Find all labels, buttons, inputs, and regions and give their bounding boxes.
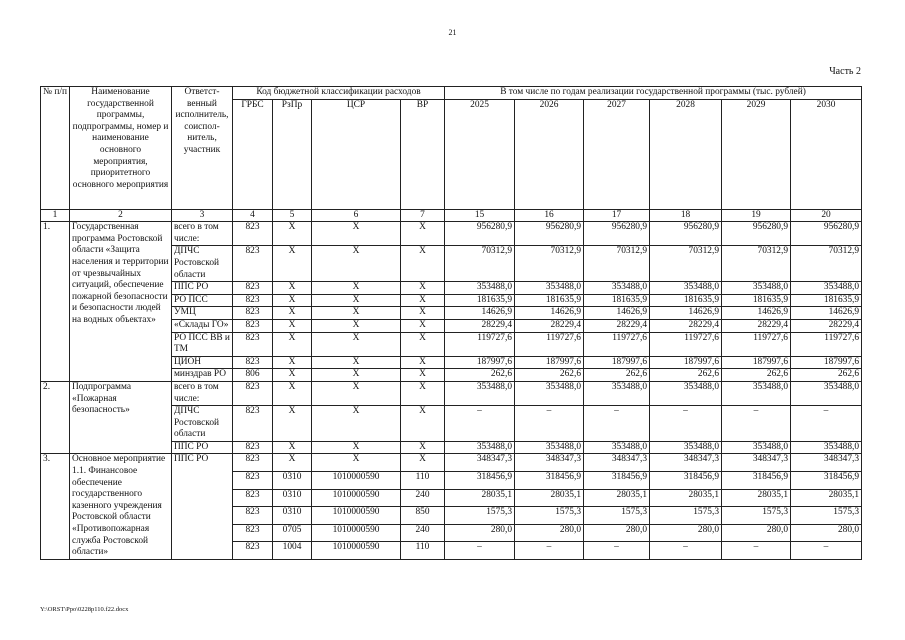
row-year-value: 353488,0 [791,381,862,405]
row-csr: Х [312,356,401,369]
column-number: 2 [70,209,172,222]
row-rzpr: Х [273,294,312,307]
row-executor: ППС РО [172,454,233,559]
row-year-value: 348347,3 [650,454,722,472]
row-grbs: 823 [233,246,273,282]
row-grbs: 823 [233,222,273,246]
row-year-value: 353488,0 [650,282,722,295]
row-year-value: – [584,406,650,442]
row-year-value: 956280,9 [515,222,584,246]
row-year-value: 353488,0 [515,282,584,295]
row-grbs: 823 [233,307,273,320]
row-number: 2. [41,381,70,454]
row-year-value: 119727,6 [650,332,722,356]
row-year-value: 14626,9 [445,307,515,320]
row-year-value: 1575,3 [445,507,515,525]
row-year-value: 70312,9 [584,246,650,282]
row-year-value: 28229,4 [650,319,722,332]
header-year: 2028 [650,99,722,209]
row-vr: Х [401,282,445,295]
row-grbs: 823 [233,489,273,507]
column-number: 16 [515,209,584,222]
row-year-value: 28035,1 [584,489,650,507]
row-year-value: – [791,542,862,560]
row-csr: Х [312,406,401,442]
row-rzpr: Х [273,332,312,356]
row-year-value: 70312,9 [791,246,862,282]
row-year-value: 280,0 [515,524,584,542]
row-year-value: 956280,9 [722,222,791,246]
row-year-value: – [650,406,722,442]
row-vr: 240 [401,489,445,507]
row-year-value: 28229,4 [584,319,650,332]
footer-file-path: Y:\ORST\Ppo\0228p110.f22.docx [40,606,129,613]
column-number: 18 [650,209,722,222]
row-year-value: 353488,0 [584,282,650,295]
row-year-value: 318456,9 [722,472,791,490]
column-number: 17 [584,209,650,222]
row-vr: 850 [401,507,445,525]
row-year-value: 28035,1 [445,489,515,507]
header-grbs: ГРБС [233,99,273,209]
row-year-value: 28229,4 [445,319,515,332]
row-year-value: – [650,542,722,560]
header-name: Наименование государственной программы, подпрограммы, номер и наименование основного мероприятия, приоритетного основного мероприятия [70,87,172,210]
row-year-value: 28229,4 [515,319,584,332]
header-year: 2027 [584,99,650,209]
header-year: 2030 [791,99,862,209]
row-rzpr: Х [273,381,312,405]
row-rzpr: 1004 [273,542,312,560]
row-vr: 110 [401,542,445,560]
row-csr: 1010000590 [312,507,401,525]
row-number: 1. [41,222,70,382]
row-year-value: 181635,9 [791,294,862,307]
row-year-value: 14626,9 [650,307,722,320]
column-number: 20 [791,209,862,222]
row-csr: Х [312,282,401,295]
row-csr: Х [312,381,401,405]
row-rzpr: Х [273,307,312,320]
row-rzpr: Х [273,222,312,246]
row-year-value: 353488,0 [722,381,791,405]
row-year-value: 318456,9 [791,472,862,490]
row-year-value: 181635,9 [722,294,791,307]
row-vr: Х [401,307,445,320]
row-executor: РО ПСС [172,294,233,307]
row-year-value: – [445,542,515,560]
row-rzpr: 0310 [273,489,312,507]
row-grbs: 823 [233,524,273,542]
column-number: 7 [401,209,445,222]
row-year-value: 28035,1 [791,489,862,507]
row-year-value: 348347,3 [584,454,650,472]
column-number: 19 [722,209,791,222]
row-year-value: – [584,542,650,560]
row-vr: Х [401,356,445,369]
row-csr: 1010000590 [312,524,401,542]
row-grbs: 823 [233,441,273,454]
header-csr: ЦСР [312,99,401,209]
row-vr: Х [401,332,445,356]
row-year-value: 181635,9 [445,294,515,307]
row-year-value: 353488,0 [791,441,862,454]
row-csr: Х [312,246,401,282]
row-grbs: 823 [233,542,273,560]
row-csr: Х [312,307,401,320]
row-executor: всего в том числе: [172,381,233,405]
row-csr: 1010000590 [312,542,401,560]
row-rzpr: Х [273,454,312,472]
row-year-value: 353488,0 [791,282,862,295]
row-year-value: 318456,9 [650,472,722,490]
column-number: 3 [172,209,233,222]
row-year-value: 1575,3 [650,507,722,525]
row-year-value: 181635,9 [584,294,650,307]
row-year-value: 353488,0 [515,381,584,405]
table-body [41,222,862,560]
row-year-value: 956280,9 [791,222,862,246]
row-vr: Х [401,246,445,282]
row-grbs: 823 [233,282,273,295]
header-executor: Ответст-венный исполнитель, соиспол-нитель, участник [172,87,233,210]
row-executor: ДПЧС Ростовской области [172,406,233,442]
row-name: Государственная программа Ростовской области «Защита населения и территории от чрезвычайных ситуаций, обеспечение пожарной безопасности и безопасности людей на водных объектах» [70,222,172,382]
row-csr: Х [312,294,401,307]
row-grbs: 806 [233,369,273,382]
row-year-value: – [515,542,584,560]
row-year-value: 262,6 [722,369,791,382]
row-grbs: 823 [233,454,273,472]
row-year-value: 262,6 [650,369,722,382]
row-year-value: 318456,9 [445,472,515,490]
row-grbs: 823 [233,507,273,525]
row-vr: Х [401,222,445,246]
column-number: 15 [445,209,515,222]
row-year-value: 1575,3 [584,507,650,525]
row-year-value: 348347,3 [722,454,791,472]
row-year-value: 318456,9 [515,472,584,490]
row-rzpr: Х [273,356,312,369]
table-row [41,454,862,472]
row-year-value: 28035,1 [515,489,584,507]
row-year-value: 14626,9 [515,307,584,320]
row-year-value: 70312,9 [722,246,791,282]
row-year-value: 1575,3 [791,507,862,525]
row-year-value: 353488,0 [722,441,791,454]
row-grbs: 823 [233,319,273,332]
row-year-value: 1575,3 [722,507,791,525]
row-year-value: 280,0 [722,524,791,542]
row-year-value: 262,6 [584,369,650,382]
header-year: 2029 [722,99,791,209]
row-name: Подпрограмма «Пожарная безопасность» [70,381,172,454]
row-vr: Х [401,369,445,382]
row-year-value: 956280,9 [584,222,650,246]
row-vr: Х [401,381,445,405]
row-grbs: 823 [233,332,273,356]
row-executor: ППС РО [172,282,233,295]
table-row [41,222,862,246]
row-year-value: – [791,406,862,442]
header-rzpr: РзПр [273,99,312,209]
row-executor: всего в том числе: [172,222,233,246]
row-rzpr: Х [273,282,312,295]
row-rzpr: Х [273,406,312,442]
row-vr: Х [401,441,445,454]
row-rzpr: 0310 [273,507,312,525]
row-year-value: 262,6 [445,369,515,382]
row-year-value: 353488,0 [650,441,722,454]
row-year-value: 181635,9 [650,294,722,307]
row-rzpr: Х [273,441,312,454]
row-year-value: 28229,4 [791,319,862,332]
row-year-value: 187997,6 [584,356,650,369]
row-csr: Х [312,319,401,332]
row-executor: ППС РО [172,441,233,454]
header-year: 2025 [445,99,515,209]
row-year-value: 262,6 [515,369,584,382]
header-vr: ВР [401,99,445,209]
row-rzpr: 0310 [273,472,312,490]
row-year-value: 187997,6 [650,356,722,369]
table-row [41,381,862,405]
row-number: 3. [41,454,70,559]
row-year-value: 1575,3 [515,507,584,525]
header-year: 2026 [515,99,584,209]
row-executor: ЦИОН [172,356,233,369]
row-name: Основное мероприятие 1.1. Финансовое обеспечение государственного казенного учреждения Ростовской области «Противопожарная служба Ростовской области» [70,454,172,559]
row-year-value: 348347,3 [445,454,515,472]
row-year-value: 119727,6 [791,332,862,356]
row-csr: Х [312,454,401,472]
row-year-value: 187997,6 [515,356,584,369]
row-rzpr: Х [273,319,312,332]
row-year-value: 353488,0 [650,381,722,405]
row-vr: Х [401,406,445,442]
header-num: № п/п [41,87,70,210]
row-rzpr: Х [273,369,312,382]
row-executor: УМЦ [172,307,233,320]
row-year-value: 348347,3 [515,454,584,472]
budget-table [40,86,862,560]
row-executor: «Склады ГО» [172,319,233,332]
row-vr: Х [401,454,445,472]
header-budget-code: Код бюджетной классификации расходов [233,87,445,100]
row-year-value: 119727,6 [445,332,515,356]
row-year-value: 353488,0 [445,441,515,454]
row-year-value: 348347,3 [791,454,862,472]
row-year-value: – [515,406,584,442]
row-grbs: 823 [233,406,273,442]
row-grbs: 823 [233,472,273,490]
row-vr: Х [401,294,445,307]
row-grbs: 823 [233,381,273,405]
row-year-value: – [722,406,791,442]
row-year-value: – [445,406,515,442]
row-year-value: 956280,9 [650,222,722,246]
row-executor: ДПЧС Ростовской области [172,246,233,282]
column-number-row [41,209,862,222]
row-grbs: 823 [233,294,273,307]
row-year-value: 353488,0 [722,282,791,295]
row-year-value: 353488,0 [445,381,515,405]
row-year-value: 353488,0 [584,441,650,454]
row-year-value: 119727,6 [722,332,791,356]
row-csr: Х [312,441,401,454]
row-year-value: 280,0 [791,524,862,542]
column-number: 6 [312,209,401,222]
row-vr: 110 [401,472,445,490]
row-year-value: 187997,6 [791,356,862,369]
row-year-value: 353488,0 [515,441,584,454]
row-csr: 1010000590 [312,472,401,490]
row-csr: Х [312,332,401,356]
row-year-value: 14626,9 [791,307,862,320]
row-executor: РО ПСС ВВ и ТМ [172,332,233,356]
row-year-value: 262,6 [791,369,862,382]
row-csr: Х [312,369,401,382]
row-rzpr: 0705 [273,524,312,542]
column-number: 5 [273,209,312,222]
column-number: 1 [41,209,70,222]
row-year-value: 14626,9 [584,307,650,320]
row-year-value: 119727,6 [515,332,584,356]
header-years-group: В том числе по годам реализации государственной программы (тыс. рублей) [445,87,862,100]
row-year-value: 280,0 [584,524,650,542]
row-year-value: 14626,9 [722,307,791,320]
page-number: 21 [448,28,457,37]
row-year-value: 187997,6 [722,356,791,369]
row-year-value: 318456,9 [584,472,650,490]
row-grbs: 823 [233,356,273,369]
row-year-value: 353488,0 [584,381,650,405]
row-rzpr: Х [273,246,312,282]
row-year-value: 187997,6 [445,356,515,369]
row-year-value: 181635,9 [515,294,584,307]
row-year-value: 28035,1 [722,489,791,507]
row-csr: Х [312,222,401,246]
row-year-value: 70312,9 [445,246,515,282]
row-year-value: 28035,1 [650,489,722,507]
row-vr: 240 [401,524,445,542]
row-year-value: 119727,6 [584,332,650,356]
row-csr: 1010000590 [312,489,401,507]
row-year-value: 280,0 [650,524,722,542]
column-number: 4 [233,209,273,222]
row-year-value: 353488,0 [445,282,515,295]
row-year-value: 70312,9 [650,246,722,282]
table-header [41,87,862,222]
row-year-value: 70312,9 [515,246,584,282]
part-label: Часть 2 [829,66,861,77]
row-year-value: 956280,9 [445,222,515,246]
row-year-value: 280,0 [445,524,515,542]
row-year-value: – [722,542,791,560]
row-year-value: 28229,4 [722,319,791,332]
row-vr: Х [401,319,445,332]
row-executor: минздрав РО [172,369,233,382]
